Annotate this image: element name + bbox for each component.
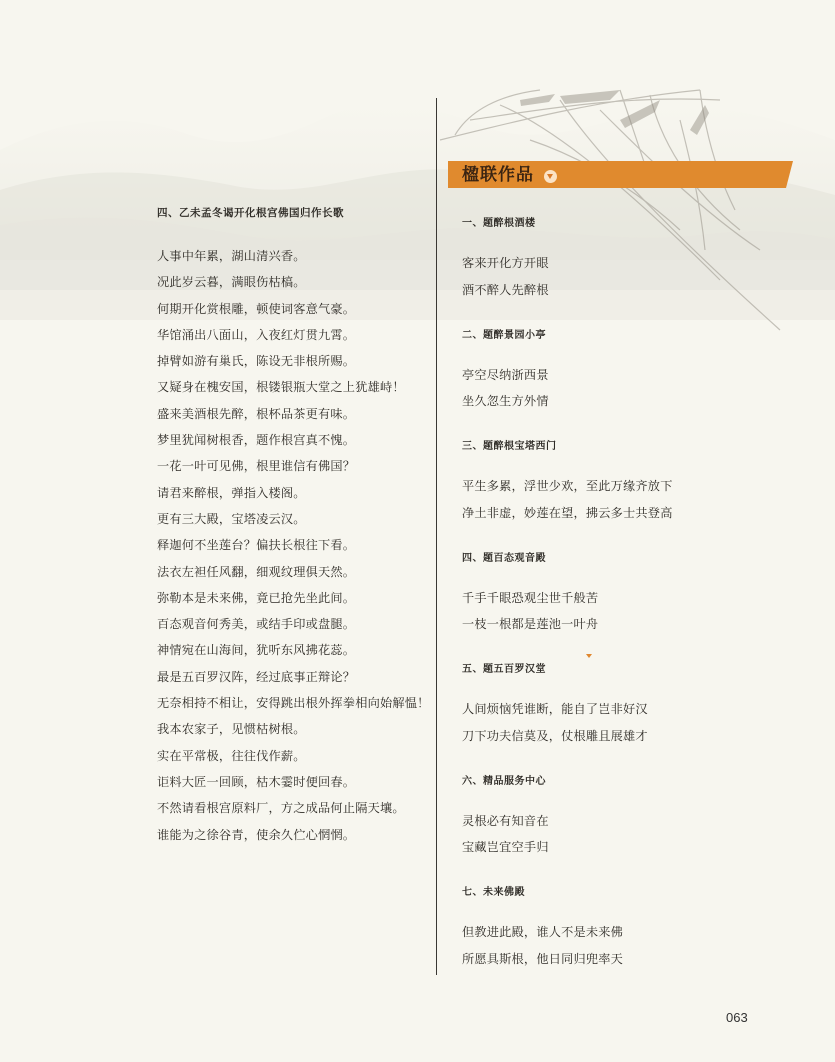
couplet-line: 灵根必有知音在 — [462, 813, 549, 828]
chevron-down-icon — [544, 170, 557, 183]
poem-line: 实在平常极，往往伐作薪。 — [157, 748, 306, 763]
poem-line: 又疑身在槐安国，根镂银瓶大堂之上犹雄峙！ — [157, 380, 405, 395]
couplet-line: 坐久忽生方外情 — [462, 394, 549, 408]
poem-title: 四、乙未孟冬谒开化根宫佛国归作长歌 — [157, 207, 344, 219]
couplet-line: 刀下功夫信莫及，仗根雕且展雄才 — [462, 728, 648, 743]
couplet-item — [462, 325, 822, 437]
couplet-item — [462, 771, 822, 883]
poem-line: 梦里犹闻树根香，题作根宫真不愧。 — [157, 433, 356, 448]
couplet-item — [462, 436, 822, 548]
left-poem — [157, 205, 432, 848]
triangle-marker-icon — [586, 654, 592, 658]
poem-line: 最是五百罗汉阵，经过底事正辩论？ — [157, 669, 356, 684]
couplet-line: 一枝一根都是莲池一叶舟 — [462, 617, 599, 631]
poem-line: 我本农家子，见惯枯树根。 — [157, 722, 306, 737]
poem-line: 华馆涌出八面山，入夜红灯贯九霄。 — [157, 327, 356, 342]
poem-line: 不然请看根宫原料厂，方之成品何止隔天壤。 — [157, 801, 405, 816]
couplet-line: 人间烦恼凭谁断，能自了岂非好汉 — [462, 702, 648, 716]
couplet-title: 一、题醉根酒楼 — [462, 218, 536, 229]
couplet-line: 平生多累，浮世少欢，至此万缘齐放下 — [462, 479, 673, 493]
poem-line: 谁能为之徐谷青，使余久伫心惘惘。 — [157, 827, 356, 842]
poem-lines — [157, 243, 432, 848]
poem-line: 更有三大殿，宝塔凌云汉。 — [157, 511, 306, 526]
couplet-title: 五、题五百罗汉堂 — [462, 664, 546, 675]
couplet-line: 千手千眼恐观尘世千般苦 — [462, 590, 599, 605]
poem-line: 掉臂如游有巢氏，陈设无非根所赐。 — [157, 354, 356, 369]
couplet-line: 所愿具斯根，他日同归兜率天 — [462, 951, 624, 966]
couplet-title: 四、题百态观音殿 — [462, 552, 546, 564]
couplet-line: 亭空尽纳浙西景 — [462, 367, 549, 382]
couplet-list — [462, 213, 822, 994]
section-banner — [448, 161, 793, 188]
couplet-line: 净土非虚，妙莲在望，拂云多士共登高 — [462, 505, 673, 520]
column-divider — [436, 98, 437, 975]
couplet-line: 酒不醉人先醉根 — [462, 282, 549, 297]
couplet-item — [462, 548, 822, 660]
poem-line: 弥勒本是未来佛，竟已抢先坐此间。 — [157, 590, 356, 605]
section-title: 楹联作品 — [462, 165, 534, 185]
couplet-line: 但教进此殿，谁人不是未来佛 — [462, 925, 624, 939]
couplet-title: 二、题醉景园小亭 — [462, 329, 546, 341]
couplet-line: 客来开化方开眼 — [462, 256, 549, 270]
couplet-title: 七、未来佛殿 — [462, 887, 525, 898]
poem-line: 讵料大匠一回顾，枯木霎时便回春。 — [157, 774, 356, 789]
poem-line: 无奈相持不相让，安得跳出根外挥拳相向始解愠！ — [157, 696, 430, 711]
poem-line: 盛来美酒根先醉，根杯品茶更有味。 — [157, 406, 356, 421]
couplet-title: 六、精品服务中心 — [462, 775, 546, 787]
poem-line: 法衣左袒任风翻，细观纹理俱天然。 — [157, 564, 356, 579]
poem-line: 百态观音何秀美，或结手印或盘腿。 — [157, 617, 356, 632]
poem-line: 请君来醉根，弹指入楼阁。 — [157, 485, 306, 500]
couplet-item — [462, 659, 822, 771]
couplet-line: 宝藏岂宜空手归 — [462, 840, 549, 854]
couplet-item — [462, 213, 822, 325]
couplet-title: 三、题醉根宝塔西门 — [462, 441, 557, 452]
poem-line: 人事中年累，湖山清兴香。 — [157, 249, 306, 263]
poem-line: 何期开化赏根雕，顿使词客意气豪。 — [157, 301, 356, 316]
poem-line: 释迦何不坐莲台？偏扶长根往下看。 — [157, 538, 356, 553]
couplet-item — [462, 882, 822, 994]
page-number: 063 — [726, 1010, 748, 1025]
poem-line: 一花一叶可见佛，根里谁信有佛国？ — [157, 459, 356, 474]
poem-line: 神情宛在山海间，犹听东风拂花蕊。 — [157, 643, 356, 658]
poem-line: 况此岁云暮，满眼伤枯槁。 — [157, 275, 306, 290]
